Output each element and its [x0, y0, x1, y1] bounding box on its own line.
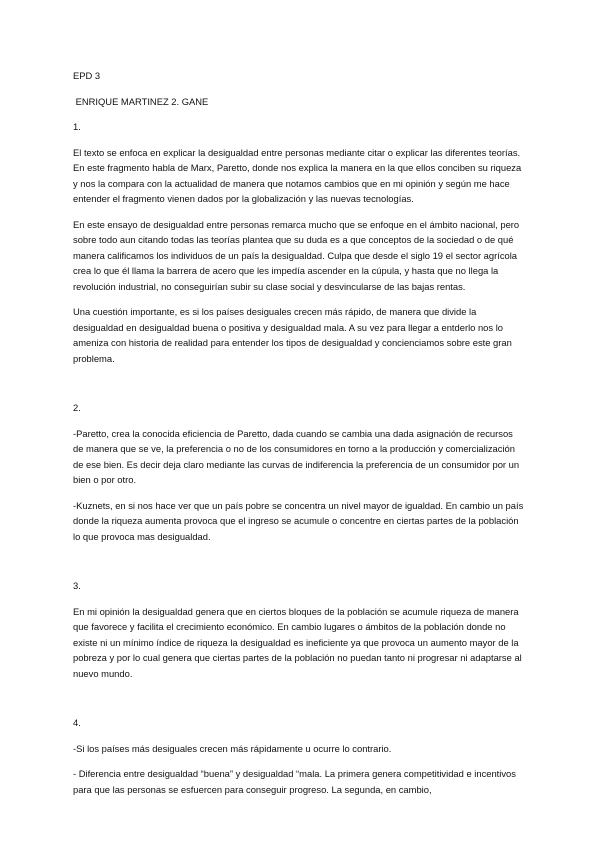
section-1-paragraph-3: Una cuestión importante, es si los países desiguales crecen más rápido, de manera que divide la desigualdad en desigualdad buena o positiva y desigualdad mala. A su vez para llegar a entderlo nos lo ameniza con historia de realidad para entender los tipos de desigualdad y concienciamos sobre este gran problema. — [73, 306, 512, 364]
section-spacer — [73, 554, 525, 578]
section-2-number: 2. — [73, 402, 81, 413]
section-1-number: 1. — [73, 121, 81, 132]
section-spacer — [73, 691, 525, 715]
document-page — [73, 68, 525, 807]
section-2-paragraph-1: -Paretto, crea la conocida eficiencia de Paretto, dada cuando se cambia una dada asignación de recursos de manera que se ve, la preferencia o no de los consumidores en torno a la producción y comercialización de ese bien. Es decir deja claro mediante las curvas de indiferencia la preferencia de un consumidor por un bien o por otro. — [73, 427, 520, 485]
document-title: EPD 3 — [73, 70, 101, 81]
section-spacer — [73, 376, 525, 400]
section-1-paragraph-1: El texto se enfoca en explicar la desigualdad entre personas mediante citar o explicar las diferentes teorías. En este fragmento habla de Marx, Paretto, donde nos explica la manera en la que ellos conciben su riqueza y nos la compara con la actualidad de manera que notamos cambios que en mi opinión y según me hace entender el fragmento vienen dados por la globalización y las nuevas tecnologías. — [73, 146, 522, 204]
author-line: ENRIQUE MARTINEZ 2. GANE — [73, 95, 209, 107]
section-1-paragraph-2: En este ensayo de desigualdad entre personas remarca mucho que se enfoque en el ámbito nacional, pero sobre todo aun citando todas las teorías plantea que su duda es a que conceptos de la sociedad o de qué manera calificamos los individuos de un país la desigualdad. Culpa que desde el siglo 19 el sector agrícola crea lo que él llama la barrera de acero que les impedía ascender en la cúpula, y hasta que no llega la revolución industrial, no conseguirían subir su clase social y desvincularse de las bajas rentas. — [73, 218, 520, 292]
section-4-number: 4. — [73, 717, 81, 728]
section-4-paragraph-1: -Si los países más desiguales crecen más rápidamente u ocurre lo contrario. — [73, 742, 392, 754]
section-2-paragraph-2: -Kuznets, en si nos hace ver que un país pobre se concentra un nivel mayor de igualdad. En cambio un país donde la riqueza aumenta provoca que el ingreso se acumule o concentre en ciertas partes de la población lo que provoca mas desigualdad. — [73, 499, 524, 542]
section-4-paragraph-2: - Diferencia entre desigualdad “buena” y desigualdad “mala. La primera genera competitividad e incentivos para que las personas se esfuercen para conseguir progreso. La segunda, en cambio, — [73, 768, 516, 795]
section-3-paragraph-1: En mi opinión la desigualdad genera que en ciertos bloques de la población se acumule riqueza de manera que favorece y facilita el crecimiento económico. En cambio lugares o ámbitos de la población donde no existe ni un mínimo índice de riqueza la desigualdad es ineficiente ya que provoca un aumento mayor de la pobreza y por lo cual genera que ciertas partes de la población no puedan tanto ni progresar ni adaptarse al nuevo mundo. — [73, 605, 522, 679]
section-3-number: 3. — [73, 580, 81, 591]
